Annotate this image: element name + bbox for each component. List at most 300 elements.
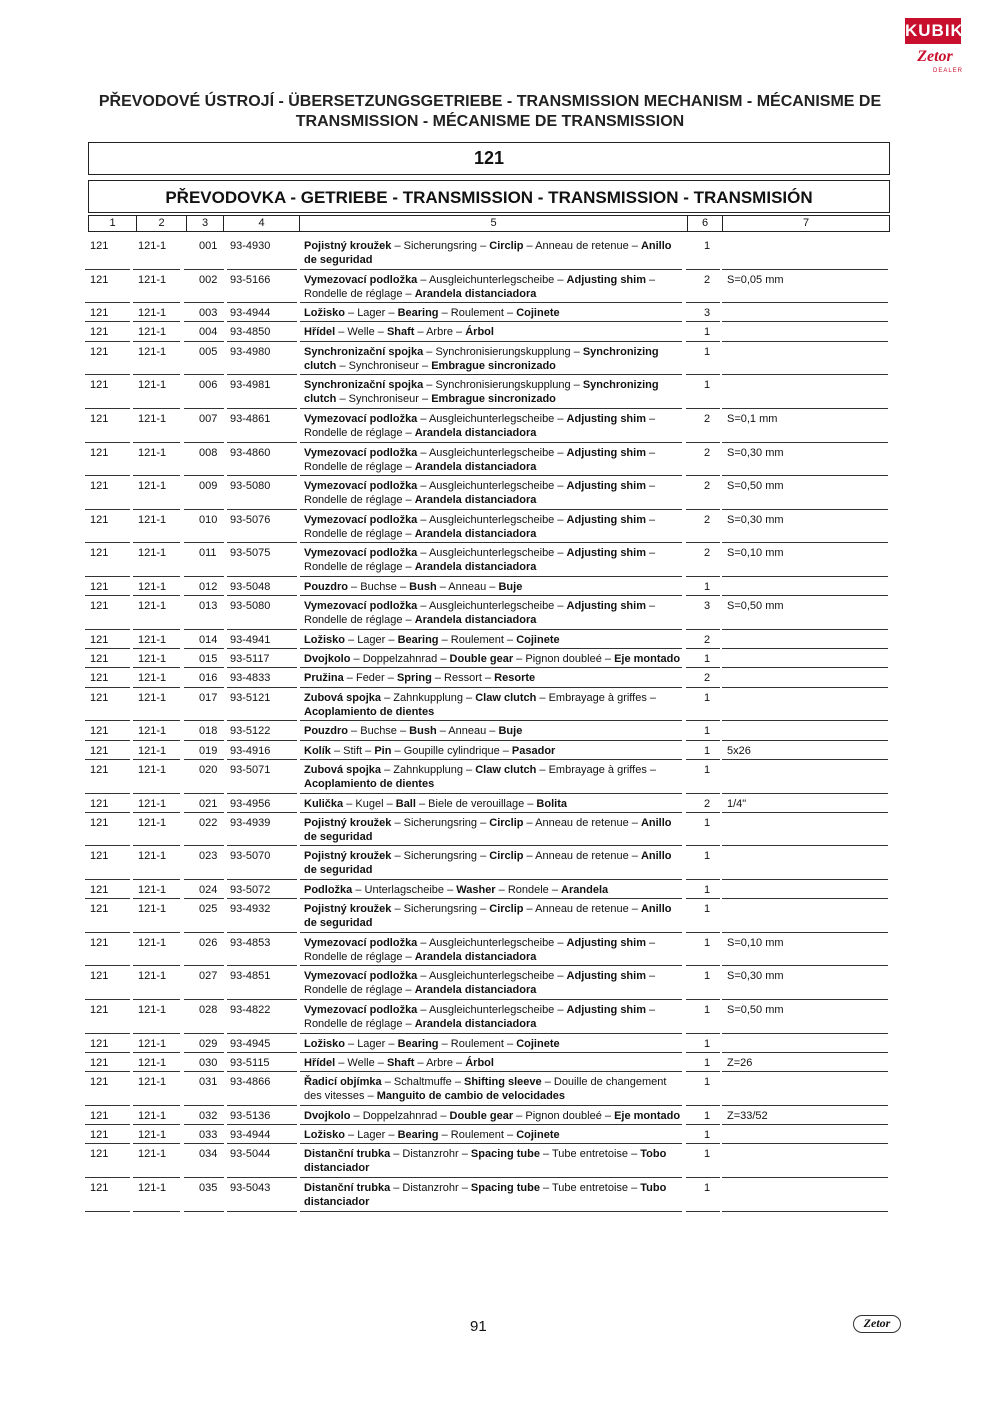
- description-en: Bearing: [397, 1037, 439, 1050]
- description-en: Spring: [396, 672, 432, 685]
- cell-4: 93-4945: [230, 1037, 271, 1050]
- cell-note: S=0,30 mm: [727, 513, 784, 526]
- description-cz: Vymezovací podložka: [304, 273, 418, 286]
- cell-4: 93-5071: [230, 763, 271, 776]
- cell-description: Ložisko – Lager – Bearing – Roulement – Cojinete: [304, 307, 560, 320]
- cell-1: 121: [90, 1109, 109, 1122]
- description-fr: Anneau de retenue: [535, 816, 629, 829]
- zetor-logo-text: Zetor: [917, 48, 953, 65]
- cell-description: Distanční trubka – Distanzrohr – Spacing tube – Tube entretoise – Tobo distanciador: [304, 1148, 667, 1175]
- description-cz: Hřídel: [304, 326, 336, 339]
- cell-4: 93-5080: [230, 480, 271, 493]
- description-es: Acoplamiento de dientes: [304, 705, 435, 718]
- description-es: Pasador: [511, 744, 556, 757]
- description-de: Sicherungsring: [403, 903, 478, 916]
- description-de: Buchse: [360, 725, 397, 738]
- row-underline: [133, 1211, 180, 1212]
- cell-quantity: 2: [704, 633, 711, 646]
- cell-1: 121: [90, 883, 109, 896]
- description-es: Arandela distanciadora: [414, 287, 537, 300]
- cell-description: Podložka – Unterlagscheibe – Washer – Rondele – Arandela: [304, 883, 609, 896]
- description-fr: Rondelle de réglage: [304, 614, 403, 627]
- description-es: Resorte: [494, 672, 536, 685]
- cell-1: 121: [90, 273, 109, 286]
- zetor-footer-logo: Zetor: [853, 1315, 901, 1333]
- cell-description: Hřídel – Welle – Shaft – Arbre – Árbol: [304, 1056, 494, 1069]
- description-es: Anillo de seguridad: [304, 816, 672, 843]
- description-de: Unterlagscheibe: [364, 883, 445, 896]
- description-cz: Pojistný kroužek: [304, 850, 392, 863]
- description-es: Embrague sincronizado: [431, 393, 556, 406]
- description-fr: Embrayage à griffes: [548, 691, 647, 704]
- cell-description: Kulička – Kugel – Ball – Biele de verouillage – Bolita: [304, 797, 567, 810]
- description-es: Tubo distanciador: [304, 1182, 667, 1209]
- cell-2: 121-1: [138, 883, 167, 896]
- cell-quantity: 2: [704, 797, 711, 810]
- description-fr: Douille de changement des vitesses: [304, 1076, 667, 1103]
- table-row: [0, 1125, 991, 1144]
- cell-4: 93-5048: [230, 580, 271, 593]
- table-row: [0, 1178, 991, 1212]
- cell-description: Zubová spojka – Zahnkupplung – Claw clutch – Embrayage à griffes – Acoplamiento de dientes: [304, 691, 657, 718]
- description-cz: Dvojkolo: [304, 1109, 351, 1122]
- description-de: Schaltmuffe: [393, 1076, 452, 1089]
- table-row: [0, 688, 991, 722]
- cell-3: 014: [199, 633, 218, 646]
- description-de: Ausgleichunterlegscheibe: [428, 513, 555, 526]
- description-cz: Vymezovací podložka: [304, 1004, 418, 1017]
- cell-1: 121: [90, 691, 109, 704]
- column-header-2: 2: [137, 216, 187, 231]
- cell-quantity: 1: [704, 763, 711, 776]
- cell-quantity: 1: [704, 691, 711, 704]
- table-row: [0, 1000, 991, 1034]
- description-de: Sicherungsring: [403, 850, 478, 863]
- description-en: Double gear: [449, 653, 514, 666]
- cell-1: 121: [90, 1182, 109, 1195]
- table-row: [0, 846, 991, 880]
- cell-4: 93-4944: [230, 307, 271, 320]
- description-fr: Rondele: [507, 883, 549, 896]
- cell-1: 121: [90, 1037, 109, 1050]
- cell-3: 027: [199, 970, 218, 983]
- cell-4: 93-5080: [230, 600, 271, 613]
- cell-quantity: 1: [704, 1109, 711, 1122]
- description-fr: Pignon doubleé: [525, 1109, 602, 1122]
- section-subtitle: PŘEVODOVKA - GETRIEBE - TRANSMISSION - TRANSMISSION - TRANSMISIÓN: [88, 180, 890, 213]
- cell-1: 121: [90, 797, 109, 810]
- cell-note: S=0,50 mm: [727, 600, 784, 613]
- cell-2: 121-1: [138, 1056, 167, 1069]
- description-fr: Rondelle de réglage: [304, 460, 403, 473]
- cell-1: 121: [90, 1129, 109, 1142]
- cell-3: 018: [199, 725, 218, 738]
- description-en: Adjusting shim: [566, 936, 646, 949]
- cell-quantity: 1: [704, 379, 711, 392]
- cell-2: 121-1: [138, 653, 167, 666]
- cell-3: 016: [199, 672, 218, 685]
- description-es: Arandela distanciadora: [414, 561, 537, 574]
- cell-description: Ložisko – Lager – Bearing – Roulement – Cojinete: [304, 633, 560, 646]
- page-title-line1: PŘEVODOVÉ ÚSTROJÍ - ÜBERSETZUNGSGETRIEBE - TRANSMISSION MECHANISM - MÉCANISME DE: [98, 93, 882, 110]
- cell-4: 93-4853: [230, 936, 271, 949]
- cell-4: 93-5115: [230, 1056, 270, 1069]
- description-fr: Roulement: [450, 1129, 504, 1142]
- cell-3: 004: [199, 326, 218, 339]
- cell-quantity: 1: [704, 1076, 711, 1089]
- description-en: Shaft: [386, 1056, 415, 1069]
- cell-3: 024: [199, 883, 218, 896]
- cell-description: Ložisko – Lager – Bearing – Roulement – Cojinete: [304, 1037, 560, 1050]
- cell-quantity: 1: [704, 1129, 711, 1142]
- cell-3: 028: [199, 1004, 218, 1017]
- description-en: Spacing tube: [470, 1148, 540, 1161]
- description-fr: Synchroniseur: [348, 359, 419, 372]
- cell-1: 121: [90, 1148, 109, 1161]
- cell-2: 121-1: [138, 1148, 167, 1161]
- row-underline: [85, 1211, 130, 1212]
- description-de: Distanzrohr: [402, 1148, 459, 1161]
- cell-4: 93-4851: [230, 970, 271, 983]
- cell-quantity: 1: [704, 816, 711, 829]
- cell-note: S=0,05 mm: [727, 273, 784, 286]
- cell-description: Pojistný kroužek – Sicherungsring – Circlip – Anneau de retenue – Anillo de seguridad: [304, 816, 672, 843]
- cell-1: 121: [90, 412, 109, 425]
- description-cz: Pojistný kroužek: [304, 240, 392, 252]
- cell-3: 010: [199, 513, 218, 526]
- description-cz: Kulička: [304, 797, 344, 810]
- table-row: [0, 933, 991, 967]
- description-es: Manguito de cambio de velocidades: [376, 1090, 566, 1103]
- description-es: Eje montado: [614, 653, 681, 666]
- description-cz: Distanční trubka: [304, 1148, 391, 1161]
- description-cz: Dvojkolo: [304, 653, 351, 666]
- description-de: Stift: [343, 744, 363, 757]
- cell-2: 121-1: [138, 326, 167, 339]
- cell-quantity: 1: [704, 326, 711, 339]
- description-de: Ausgleichunterlegscheibe: [428, 547, 555, 560]
- cell-2: 121-1: [138, 672, 167, 685]
- page-title: [90, 92, 890, 132]
- table-row: [0, 721, 991, 740]
- cell-quantity: 2: [704, 273, 711, 286]
- cell-note: S=0,10 mm: [727, 547, 784, 560]
- description-fr: Goupille cylindrique: [403, 744, 500, 757]
- cell-quantity: 2: [704, 547, 711, 560]
- cell-2: 121-1: [138, 744, 167, 757]
- cell-3: 026: [199, 936, 218, 949]
- description-en: Adjusting shim: [566, 1004, 646, 1017]
- description-es: Arandela distanciadora: [414, 1018, 537, 1031]
- description-en: Circlip: [489, 850, 524, 863]
- description-es: Buje: [498, 580, 523, 593]
- cell-4: 93-4860: [230, 446, 271, 459]
- cell-1: 121: [90, 240, 109, 252]
- cell-2: 121-1: [138, 936, 167, 949]
- row-underline: [686, 1211, 720, 1212]
- description-de: Ausgleichunterlegscheibe: [428, 1004, 555, 1017]
- cell-4: 93-4930: [230, 240, 271, 252]
- description-de: Welle: [347, 1056, 375, 1069]
- table-row: [0, 966, 991, 1000]
- description-fr: Tube entretoise: [552, 1148, 629, 1161]
- description-fr: Rondelle de réglage: [304, 426, 403, 439]
- cell-3: 003: [199, 307, 218, 320]
- description-cz: Ložisko: [304, 307, 345, 320]
- cell-quantity: 1: [704, 936, 711, 949]
- cell-1: 121: [90, 513, 109, 526]
- description-es: Cojinete: [516, 1037, 560, 1050]
- cell-2: 121-1: [138, 412, 167, 425]
- description-en: Adjusting shim: [566, 547, 646, 560]
- cell-4: 93-4941: [230, 633, 271, 646]
- description-de: Ausgleichunterlegscheibe: [428, 412, 555, 425]
- cell-note: S=0,30 mm: [727, 970, 784, 983]
- cell-4: 93-5166: [230, 273, 271, 286]
- cell-note: 1/4": [727, 797, 747, 810]
- table-row: [0, 813, 991, 847]
- cell-4: 93-5070: [230, 850, 271, 863]
- table-row: [0, 630, 991, 649]
- description-cz: Zubová spojka: [304, 763, 382, 776]
- cell-2: 121-1: [138, 1182, 167, 1195]
- description-de: Buchse: [360, 580, 397, 593]
- description-es: Tobo distanciador: [304, 1148, 667, 1175]
- description-es: Arandela distanciadora: [414, 426, 537, 439]
- cell-4: 93-4916: [230, 744, 271, 757]
- description-es: Anillo de seguridad: [304, 850, 672, 877]
- group-number-box: 121: [88, 142, 890, 175]
- description-fr: Pignon doubleé: [525, 653, 602, 666]
- description-de: Ausgleichunterlegscheibe: [428, 970, 555, 983]
- description-fr: Embrayage à griffes: [548, 763, 647, 776]
- cell-2: 121-1: [138, 725, 167, 738]
- row-underline: [722, 1211, 888, 1212]
- kubik-logo-text: KUBIK: [905, 18, 961, 44]
- cell-3: 015: [199, 653, 218, 666]
- description-en: Bearing: [397, 307, 439, 320]
- cell-3: 009: [199, 480, 218, 493]
- cell-4: 93-4850: [230, 326, 271, 339]
- cell-description: Pružina – Feder – Spring – Ressort – Resorte: [304, 672, 536, 685]
- cell-quantity: 1: [704, 240, 711, 252]
- description-en: Bearing: [397, 633, 439, 646]
- cell-2: 121-1: [138, 763, 167, 776]
- cell-1: 121: [90, 326, 109, 339]
- cell-1: 121: [90, 547, 109, 560]
- row-underline: [227, 1211, 297, 1212]
- description-en: Circlip: [489, 240, 524, 252]
- description-en: Bush: [409, 580, 437, 593]
- description-cz: Ložisko: [304, 1129, 345, 1142]
- cell-description: Pojistný kroužek – Sicherungsring – Circlip – Anneau de retenue – Anillo de seguridad: [304, 850, 672, 877]
- cell-2: 121-1: [138, 600, 167, 613]
- cell-description: Synchronizační spojka – Synchronisierungskupplung – Synchronizing clutch – Synchroniseur – Embrague sincronizado: [304, 379, 659, 406]
- cell-3: 017: [199, 691, 218, 704]
- page-number: 91: [470, 1318, 487, 1335]
- description-fr: Rondelle de réglage: [304, 561, 403, 574]
- description-fr: Tube entretoise: [552, 1182, 629, 1195]
- cell-description: Řadicí objímka – Schaltmuffe – Shifting sleeve – Douille de changement des vitesses – Manguito de cambio de velocidades: [304, 1076, 667, 1103]
- description-de: Zahnkupplung: [393, 691, 463, 704]
- cell-1: 121: [90, 600, 109, 613]
- table-row: [0, 596, 991, 630]
- cell-quantity: 1: [704, 1056, 711, 1069]
- cell-description: Vymezovací podložka – Ausgleichunterlegscheibe – Adjusting shim – Rondelle de réglage – Arandela distanciadora: [304, 513, 656, 540]
- cell-1: 121: [90, 653, 109, 666]
- description-en: Washer: [456, 883, 496, 896]
- cell-4: 93-4956: [230, 797, 271, 810]
- table-row: [0, 1034, 991, 1053]
- cell-2: 121-1: [138, 850, 167, 863]
- cell-1: 121: [90, 816, 109, 829]
- description-fr: Roulement: [450, 633, 504, 646]
- description-de: Ausgleichunterlegscheibe: [428, 446, 555, 459]
- cell-description: Pouzdro – Buchse – Bush – Anneau – Buje: [304, 725, 523, 738]
- table-row: [0, 510, 991, 544]
- cell-quantity: 1: [704, 850, 711, 863]
- cell-2: 121-1: [138, 970, 167, 983]
- cell-3: 035: [199, 1182, 218, 1195]
- cell-description: Vymezovací podložka – Ausgleichunterlegscheibe – Adjusting shim – Rondelle de réglage – Arandela distanciadora: [304, 600, 656, 627]
- table-row: [0, 741, 991, 760]
- description-cz: Kolík: [304, 744, 331, 757]
- cell-4: 93-5121: [230, 691, 271, 704]
- cell-4: 93-4980: [230, 345, 271, 358]
- description-es: Cojinete: [516, 1129, 560, 1142]
- description-en: Double gear: [449, 1109, 514, 1122]
- description-cz: Vymezovací podložka: [304, 412, 418, 425]
- cell-description: Hřídel – Welle – Shaft – Arbre – Árbol: [304, 326, 494, 339]
- cell-4: 93-4939: [230, 816, 271, 829]
- description-en: Circlip: [489, 903, 524, 916]
- table-row: [0, 443, 991, 477]
- cell-3: 030: [199, 1056, 218, 1069]
- cell-description: Vymezovací podložka – Ausgleichunterlegscheibe – Adjusting shim – Rondelle de réglage – Arandela distanciadora: [304, 446, 656, 473]
- dealer-tag: DEALER: [933, 68, 964, 74]
- cell-note: Z=26: [727, 1056, 753, 1069]
- description-en: Adjusting shim: [566, 970, 646, 983]
- cell-1: 121: [90, 763, 109, 776]
- cell-quantity: 2: [704, 480, 711, 493]
- cell-quantity: 1: [704, 345, 711, 358]
- cell-quantity: 2: [704, 412, 711, 425]
- description-cz: Vymezovací podložka: [304, 480, 418, 493]
- description-cz: Vymezovací podložka: [304, 513, 418, 526]
- description-cz: Podložka: [304, 883, 353, 896]
- description-es: Anillo de seguridad: [304, 240, 672, 266]
- table-row: [0, 1144, 991, 1178]
- cell-note: S=0,50 mm: [727, 480, 784, 493]
- cell-3: 007: [199, 412, 218, 425]
- cell-4: 93-4861: [230, 412, 271, 425]
- description-cz: Synchronizační spojka: [304, 345, 424, 358]
- cell-description: Kolík – Stift – Pin – Goupille cylindrique – Pasador: [304, 744, 556, 757]
- table-row: [0, 476, 991, 510]
- description-es: Anillo de seguridad: [304, 903, 672, 930]
- description-en: Bearing: [397, 1129, 439, 1142]
- cell-note: S=0,1 mm: [727, 412, 778, 425]
- cell-quantity: 1: [704, 580, 711, 593]
- description-es: Arandela distanciadora: [414, 984, 537, 997]
- description-cz: Řadicí objímka: [304, 1076, 382, 1089]
- table-row: [0, 794, 991, 813]
- description-de: Ausgleichunterlegscheibe: [428, 480, 555, 493]
- description-es: Arandela distanciadora: [414, 950, 537, 963]
- cell-4: 93-4866: [230, 1076, 271, 1089]
- cell-4: 93-5122: [230, 725, 271, 738]
- description-es: Arandela distanciadora: [414, 494, 537, 507]
- column-header-row: [88, 215, 890, 232]
- description-de: Synchronisierungskupplung: [435, 345, 571, 358]
- cell-4: 93-4822: [230, 1004, 271, 1017]
- cell-3: 021: [199, 797, 218, 810]
- cell-2: 121-1: [138, 379, 167, 392]
- description-fr: Rondelle de réglage: [304, 494, 403, 507]
- cell-note: S=0,50 mm: [727, 1004, 784, 1017]
- cell-quantity: 3: [704, 600, 711, 613]
- cell-2: 121-1: [138, 633, 167, 646]
- cell-1: 121: [90, 725, 109, 738]
- table-row: [0, 342, 991, 376]
- description-es: Eje montado: [614, 1109, 681, 1122]
- description-en: Shaft: [386, 326, 415, 339]
- cell-2: 121-1: [138, 1004, 167, 1017]
- cell-note: S=0,10 mm: [727, 936, 784, 949]
- description-es: Arandela: [561, 883, 609, 896]
- cell-quantity: 3: [704, 307, 711, 320]
- cell-quantity: 1: [704, 1182, 711, 1195]
- description-cz: Vymezovací podložka: [304, 970, 418, 983]
- cell-4: 93-4932: [230, 903, 271, 916]
- cell-1: 121: [90, 936, 109, 949]
- description-es: Arandela distanciadora: [414, 614, 537, 627]
- cell-1: 121: [90, 580, 109, 593]
- description-de: Doppelzahnrad: [362, 1109, 438, 1122]
- cell-note: S=0,30 mm: [727, 446, 784, 459]
- description-de: Ausgleichunterlegscheibe: [428, 936, 555, 949]
- description-fr: Rondelle de réglage: [304, 1018, 403, 1031]
- description-cz: Pouzdro: [304, 580, 348, 593]
- description-cz: Pružina: [304, 672, 344, 685]
- cell-1: 121: [90, 672, 109, 685]
- cell-2: 121-1: [138, 903, 167, 916]
- cell-2: 121-1: [138, 1129, 167, 1142]
- cell-3: 006: [199, 379, 218, 392]
- cell-quantity: 1: [704, 970, 711, 983]
- cell-note: Z=33/52: [727, 1109, 768, 1122]
- cell-3: 029: [199, 1037, 218, 1050]
- description-en: Bush: [409, 725, 437, 738]
- cell-2: 121-1: [138, 691, 167, 704]
- description-fr: Rondelle de réglage: [304, 984, 403, 997]
- cell-2: 121-1: [138, 273, 167, 286]
- column-header-5: 5: [300, 216, 688, 231]
- description-de: Ausgleichunterlegscheibe: [428, 273, 555, 286]
- description-de: Doppelzahnrad: [362, 653, 438, 666]
- table-row: [0, 409, 991, 443]
- cell-description: Dvojkolo – Doppelzahnrad – Double gear – Pignon doubleé – Eje montado: [304, 653, 681, 666]
- cell-quantity: 1: [704, 1148, 711, 1161]
- cell-description: Vymezovací podložka – Ausgleichunterlegscheibe – Adjusting shim – Rondelle de réglage – Arandela distanciadora: [304, 547, 656, 574]
- description-es: Bolita: [536, 797, 567, 810]
- cell-description: Vymezovací podložka – Ausgleichunterlegscheibe – Adjusting shim – Rondelle de réglage – Arandela distanciadora: [304, 970, 656, 997]
- description-en: Adjusting shim: [566, 600, 646, 613]
- cell-3: 022: [199, 816, 218, 829]
- column-header-4: 4: [224, 216, 300, 231]
- description-fr: Arbre: [426, 1056, 453, 1069]
- description-cz: Hřídel: [304, 1056, 336, 1069]
